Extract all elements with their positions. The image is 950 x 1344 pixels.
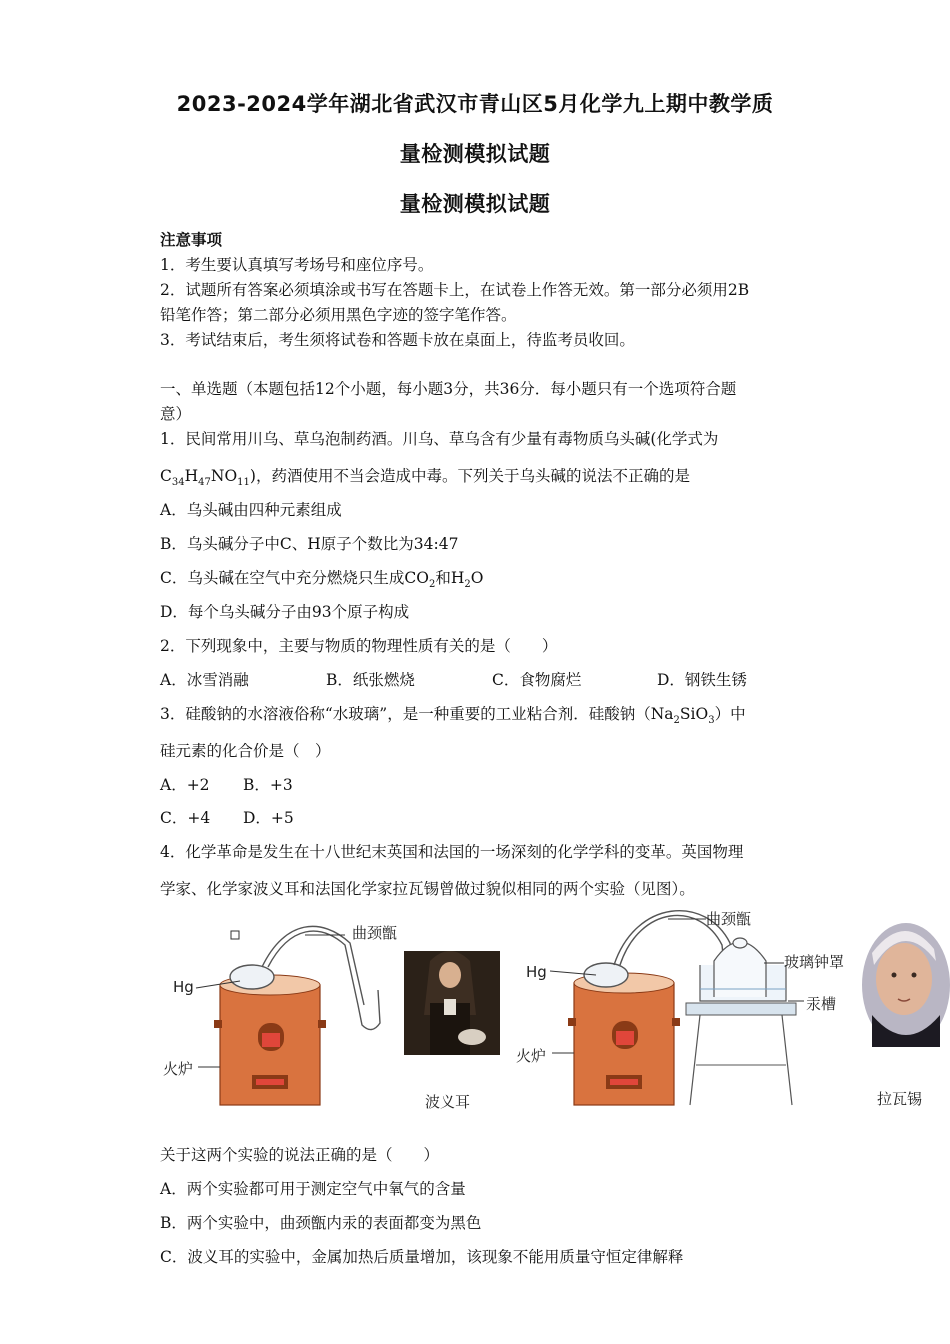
page-title: 2023-2024学年湖北省武汉市青山区5月化学九上期中教学质: [176, 92, 774, 116]
q2-option-b: B．纸张燃烧: [326, 671, 415, 689]
q3-option-d: D．+5: [243, 809, 294, 827]
section-heading-cont: 意）: [160, 405, 192, 423]
left-furnace: [214, 975, 326, 1105]
q3-stem-sub2: 3: [708, 715, 715, 727]
q1-formula-o-sub: 11: [237, 477, 250, 489]
q1-option-c-pre: C．乌头碱在空气中充分燃烧只生成CO: [160, 569, 429, 587]
q1-option-b: B．乌头碱分子中C、H原子个数比为34:47: [160, 535, 459, 553]
right-hg-label: Hg: [526, 963, 547, 981]
notice-item-3: 3．考试结束后，考生须将试卷和答题卡放在桌面上，待监考员收回。: [160, 331, 635, 349]
q1-option-d: D．每个乌头碱分子由93个原子构成: [160, 603, 410, 621]
page-title-line2: 量检测模拟试题: [399, 142, 551, 166]
q4-question: 关于这两个实验的说法正确的是（ ）: [160, 1146, 440, 1164]
q2-option-a: A．冰雪消融: [160, 671, 249, 689]
q2-option-d: D．钢铁生锈: [657, 671, 747, 689]
q3-stem-mid: SiO: [679, 705, 709, 723]
q1-option-c-sub2: 2: [464, 579, 471, 591]
q1-formula-c-sub: 34: [171, 477, 185, 489]
lavoisier-portrait: [862, 923, 950, 1047]
q3-stem-cont: 硅元素的化合价是（ ）: [160, 742, 331, 760]
q4-stem-cont: 学家、化学家波义耳和法国化学家拉瓦锡曾做过貌似相同的两个实验（见图）。: [160, 880, 695, 898]
experiment-figure: [0, 905, 950, 1120]
q3-option-b: B．+3: [243, 776, 293, 794]
square-marker-icon: [231, 931, 239, 939]
q4-stem: 4．化学革命是发生在十八世纪末英国和法国的一场深刻的化学学科的变革。英国物理: [160, 843, 744, 861]
q4-option-b: B．两个实验中，曲颈甑内汞的表面都变为黑色: [160, 1214, 482, 1232]
left-furnace-label: 火炉: [163, 1060, 194, 1078]
boyle-caption: 波义耳: [425, 1093, 471, 1111]
left-hg-label: Hg: [173, 978, 194, 996]
q1-option-c-end: O: [470, 569, 484, 587]
q3-option-a: A．+2: [160, 776, 210, 794]
trough-label: 汞槽: [806, 995, 837, 1013]
q1-stem-cont: [160, 464, 690, 488]
q1-option-c-mid: 和H: [435, 569, 465, 587]
q2-option-c: C．食物腐烂: [492, 671, 582, 689]
q1-stem-b: )，药酒使用不当会造成中毒。下列关于乌头碱的说法不正确的是: [249, 467, 690, 485]
q1-option-c-sub1: 2: [428, 579, 436, 591]
section-heading: 一、单选题（本题包括12个小题，每小题3分，共36分．每小题只有一个选项符合题: [160, 380, 737, 398]
lavoisier-caption: 拉瓦锡: [877, 1090, 923, 1108]
right-furnace: [568, 973, 680, 1105]
q1-formula-h: H: [184, 467, 199, 485]
page-title-line3: 量检测模拟试题: [399, 192, 551, 216]
right-furnace-label: 火炉: [516, 1047, 547, 1065]
notice-heading: 注意事项: [160, 230, 223, 249]
bell-jar-label: 玻璃钟罩: [784, 953, 845, 971]
q3-stem-end: ）中: [714, 705, 746, 723]
notice-item-2a: 2．试题所有答案必须填涂或书写在答题卡上，在试卷上作答无效。第一部分必须用2B: [160, 281, 750, 299]
boyle-portrait: [404, 951, 500, 1055]
q4-option-a: A．两个实验都可用于测定空气中氧气的含量: [160, 1180, 466, 1198]
q1-option-a: A．乌头碱由四种元素组成: [160, 501, 342, 519]
left-retort-label: 曲颈甑: [352, 924, 398, 942]
q3-stem-sub1: 2: [673, 715, 680, 727]
q1-option-c: [160, 566, 483, 590]
q3-stem: [160, 702, 746, 726]
q3-stem-pre: 3．硅酸钠的水溶液俗称“水玻璃”，是一种重要的工业粘合剂．硅酸钠（Na: [160, 705, 674, 723]
q1-formula-no: NO: [210, 467, 238, 485]
right-retort-label: 曲颈甑: [706, 910, 752, 928]
q1-stem: 1．民间常用川乌、草乌泡制药酒。川乌、草乌含有少量有毒物质乌头碱(化学式为: [160, 430, 719, 448]
notice-item-2b: 铅笔作答；第二部分必须用黑色字迹的签字笔作答。: [160, 306, 517, 324]
q4-option-c: C．波义耳的实验中，金属加热后质量增加，该现象不能用质量守恒定律解释: [160, 1248, 684, 1266]
q3-option-c: C．+4: [160, 809, 211, 827]
q1-formula-h-sub: 47: [198, 477, 211, 489]
notice-item-1: 1．考生要认真填写考场号和座位序号。: [160, 256, 434, 274]
q1-formula-c: C: [160, 467, 172, 485]
q2-stem: 2．下列现象中，主要与物质的物理性质有关的是（ ）: [160, 637, 558, 655]
